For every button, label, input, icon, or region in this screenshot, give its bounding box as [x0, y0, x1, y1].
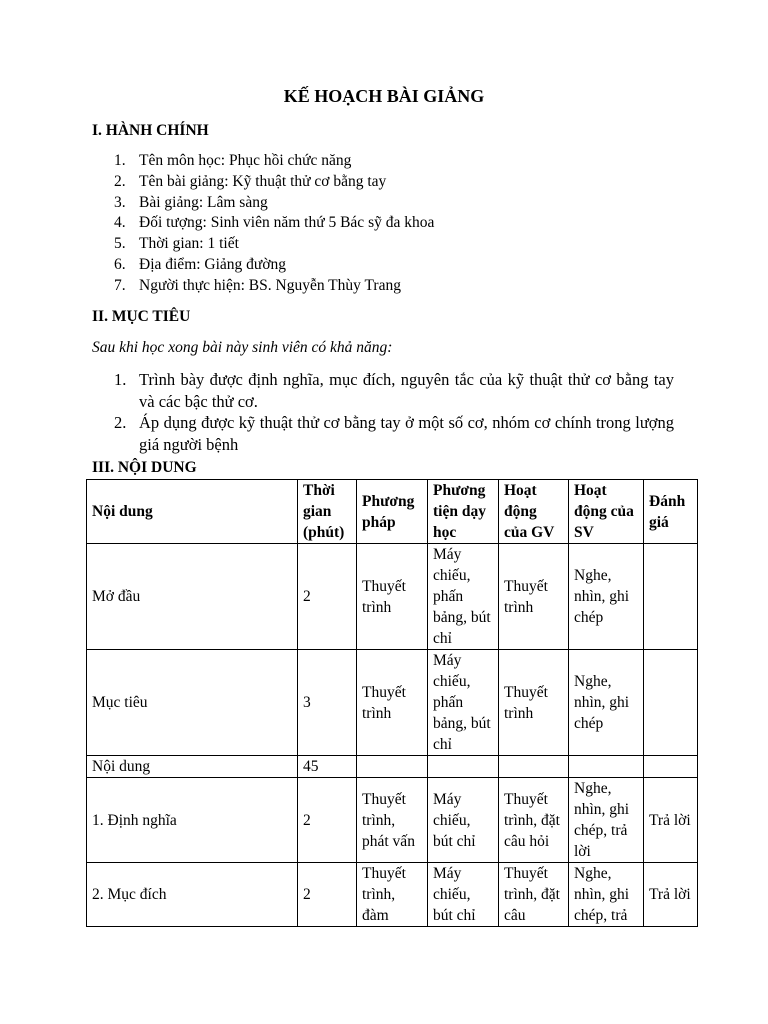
cell-thoi-gian: 45 — [298, 756, 357, 778]
document-title: KẾ HOẠCH BÀI GIẢNG — [283, 86, 485, 106]
cell-noi-dung: Mở đầu — [87, 544, 298, 650]
list-item-text: Trình bày được định nghĩa, mục đích, nguyên tắc của kỹ thuật thử cơ bằng tay và các bậc thử cơ. — [139, 370, 674, 411]
cell-hoat-dong-sv: Nghe, nhìn, ghi chép — [569, 650, 644, 756]
list-number: 2. — [114, 172, 126, 190]
list-item — [92, 212, 692, 233]
list-number: 4. — [114, 214, 126, 232]
cell-hoat-dong-gv: Thuyết trình — [499, 544, 569, 650]
list-item — [92, 254, 692, 275]
header-danh-gia: Đánh giá — [644, 480, 698, 544]
header-phuong-phap: Phương pháp — [357, 480, 428, 544]
list-item-text: Đối tượng: Sinh viên năm thứ 5 Bác sỹ đa khoa — [139, 214, 435, 232]
cell-phuong-phap: Thuyết trình, phát vấn — [357, 778, 428, 863]
objectives-list — [92, 369, 674, 455]
list-item-text: Tên bài giảng: Kỹ thuật thử cơ bằng tay — [139, 172, 387, 190]
cell-thoi-gian: 2 — [298, 778, 357, 863]
cell-hoat-dong-sv: Nghe, nhìn, ghi chép — [569, 544, 644, 650]
cell-phuong-phap — [357, 756, 428, 778]
cell-hoat-dong-gv: Thuyết trình — [499, 650, 569, 756]
cell-phuong-tien: Máy chiếu, bút chỉ — [428, 778, 499, 863]
table-row — [87, 756, 698, 778]
lesson-plan-table — [86, 479, 698, 927]
cell-hoat-dong-sv: Nghe, nhìn, ghi chép, trả — [569, 863, 644, 927]
table-row — [87, 650, 698, 756]
cell-danh-gia: Trả lời — [644, 863, 698, 927]
cell-phuong-phap: Thuyết trình — [357, 544, 428, 650]
list-number: 3. — [114, 193, 126, 211]
cell-thoi-gian: 2 — [298, 544, 357, 650]
list-item-text: Tên môn học: Phục hồi chức năng — [139, 152, 352, 169]
cell-noi-dung: Nội dung — [87, 756, 298, 778]
list-item — [92, 369, 674, 412]
cell-thoi-gian: 3 — [298, 650, 357, 756]
cell-noi-dung: 1. Định nghĩa — [87, 778, 298, 863]
header-hoat-dong-gv: Hoạt động của GV — [499, 480, 569, 544]
cell-hoat-dong-sv: Nghe, nhìn, ghi chép, trả lời — [569, 778, 644, 863]
cell-hoat-dong-gv: Thuyết trình, đặt câu — [499, 863, 569, 927]
section-heading-noi-dung: III. NỘI DUNG — [92, 459, 197, 476]
header-thoi-gian: Thời gian (phút) — [298, 480, 357, 544]
list-item — [92, 233, 692, 254]
header-phuong-tien: Phương tiện dạy học — [428, 480, 499, 544]
list-item — [92, 275, 692, 296]
list-number: 1. — [114, 152, 126, 169]
cell-hoat-dong-gv: Thuyết trình, đặt câu hỏi — [499, 778, 569, 863]
cell-danh-gia: Trả lời — [644, 778, 698, 863]
cell-danh-gia — [644, 544, 698, 650]
cell-phuong-phap: Thuyết trình — [357, 650, 428, 756]
section-heading-hanh-chinh: I. HÀNH CHÍNH — [92, 122, 209, 139]
cell-phuong-tien: Máy chiếu, bút chỉ — [428, 863, 499, 927]
list-item — [92, 412, 674, 455]
list-item-text: Địa điểm: Giảng đường — [139, 255, 287, 273]
cell-phuong-tien: Máy chiếu, phấn bảng, bút chỉ — [428, 650, 499, 756]
list-item — [92, 150, 692, 171]
cell-hoat-dong-sv — [569, 756, 644, 778]
list-number: 6. — [114, 255, 126, 273]
cell-phuong-tien — [428, 756, 499, 778]
admin-info-list — [92, 150, 692, 296]
cell-thoi-gian: 2 — [298, 863, 357, 927]
objectives-intro: Sau khi học xong bài này sinh viên có khả năng: — [92, 339, 393, 356]
table-row — [87, 544, 698, 650]
list-item-text: Bài giảng: Lâm sàng — [139, 193, 268, 211]
list-item — [92, 192, 692, 213]
table-header-row — [87, 480, 698, 544]
list-number: 1. — [114, 370, 127, 389]
cell-noi-dung: Mục tiêu — [87, 650, 298, 756]
list-number: 7. — [114, 276, 126, 294]
header-noi-dung: Nội dung — [87, 480, 298, 544]
list-number: 2. — [114, 413, 127, 432]
cell-danh-gia — [644, 756, 698, 778]
list-number: 5. — [114, 235, 126, 253]
header-hoat-dong-sv: Hoạt động của SV — [569, 480, 644, 544]
cell-hoat-dong-gv — [499, 756, 569, 778]
table-row — [87, 778, 698, 863]
cell-phuong-tien: Máy chiếu, phấn bảng, bút chỉ — [428, 544, 499, 650]
list-item — [92, 171, 692, 192]
section-heading-muc-tieu: II. MỤC TIÊU — [92, 308, 191, 325]
cell-noi-dung: 2. Mục đích — [87, 863, 298, 927]
list-item-text: Thời gian: 1 tiết — [139, 235, 239, 253]
table-row — [87, 863, 698, 927]
list-item-text: Người thực hiện: BS. Nguyễn Thùy Trang — [139, 276, 401, 294]
cell-phuong-phap: Thuyết trình, đàm — [357, 863, 428, 927]
cell-danh-gia — [644, 650, 698, 756]
list-item-text: Áp dụng được kỹ thuật thử cơ bằng tay ở một số cơ, nhóm cơ chính trong lượng giá người bệnh — [139, 413, 674, 454]
